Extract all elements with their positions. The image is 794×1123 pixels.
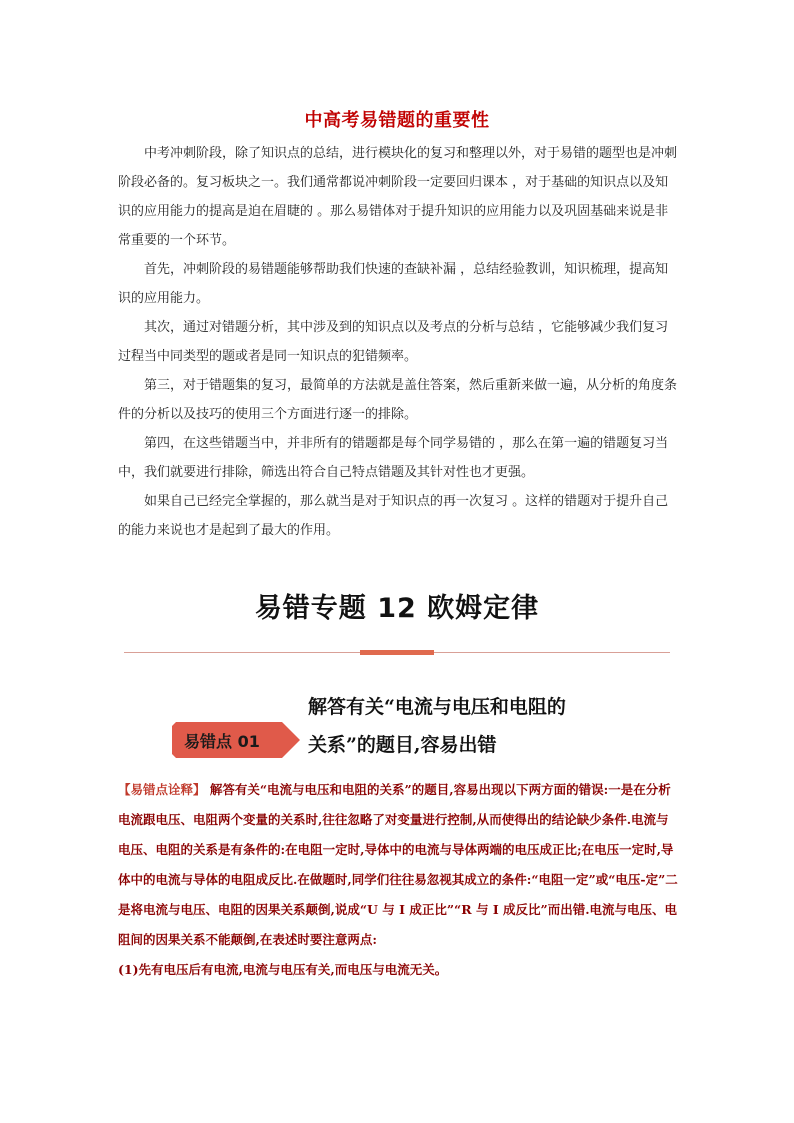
error-point-title-line: 解答有关“电流与电压和电阻的: [308, 696, 566, 718]
explanation-paragraph: [118, 775, 680, 955]
badge-label: 易错点 01: [184, 732, 260, 751]
error-point-title-line: 关系”的题目,容易出错: [308, 734, 497, 756]
explanation-tag: 【易错点诠释】: [118, 782, 206, 797]
intro-paragraph: 中考冲刺阶段，除了知识点的总结，进行模块化的复习和整理以外，对于易错的题型也是冲刺阶段必备的。复习板块之一。我们通常都说冲刺阶段一定要回归课本 ，对于基础的知识点以及知识的应用能力的提高是迫在眉睫的 。那么易错体对于提升知识的应用能力以及巩固基础来说是非常重要的一个环节。: [118, 146, 678, 248]
error-point-badge: [172, 722, 300, 758]
intro-paragraph: 第三，对于错题集的复习，最简单的方法就是盖住答案，然后重新来做一遍，从分析的角度条件的分析以及技巧的使用三个方面进行逐一的排除。: [118, 378, 678, 422]
intro-paragraph: 其次，通过对错题分析，其中涉及到的知识点以及考点的分析与总结 ，它能够减少我们复习过程当中同类型的题或者是同一知识点的犯错频率。: [118, 320, 669, 364]
error-explanation: [118, 775, 680, 985]
explanation-text: 解答有关“电流与电压和电阻的关系”的题目,容易出现以下两方面的错误:一是在分析电流跟电压、电阻两个变量的关系时,往往忽略了对变量进行控制,从而使得出的结论缺少条件.电流与电压、电阻的关系是有条件的:在电阻一定时,导体中的电流与导体两端的电压成正比;在电压一定时,导体中的电流与导体的电阻成反比.在做题时,同学们往往易忽视其成立的条件:“电阻一定”或“电压-定”二是将电流与电压、电阻的因果关系颠倒,说成“U 与 I 成正比”“R 与 I 成反比”而出错.电流与电压、电阻间的因果关系不能颠倒,在表述时要注意两点:: [118, 782, 678, 947]
explanation-item: (1)先有电压后有电流,电流与电压有关,而电压与电流无关。: [118, 962, 448, 977]
intro-paragraph: 首先，冲刺阶段的易错题能够帮助我们快速的查缺补漏 ，总结经验教训，知识梳理，提高知识的应用能力。: [118, 262, 669, 306]
title-divider-accent: [360, 650, 434, 655]
intro-title: 中高考易错题的重要性: [304, 110, 490, 131]
intro-paragraph: 第四，在这些错题当中，并非所有的错题都是每个同学易错的 ，那么在第一遍的错题复习当中，我们就要进行排除，筛选出符合自己特点错题及其针对性也才更强。: [118, 436, 669, 480]
intro-paragraph: 如果自己已经完全掌握的，那么就当是对于知识点的再一次复习 。这样的错题对于提升自己的能力来说也才是起到了最大的作用。: [118, 494, 669, 538]
intro-body: [118, 139, 678, 545]
error-point-title: [308, 688, 688, 764]
topic-title: 易错专题 12 欧姆定律: [254, 593, 540, 624]
